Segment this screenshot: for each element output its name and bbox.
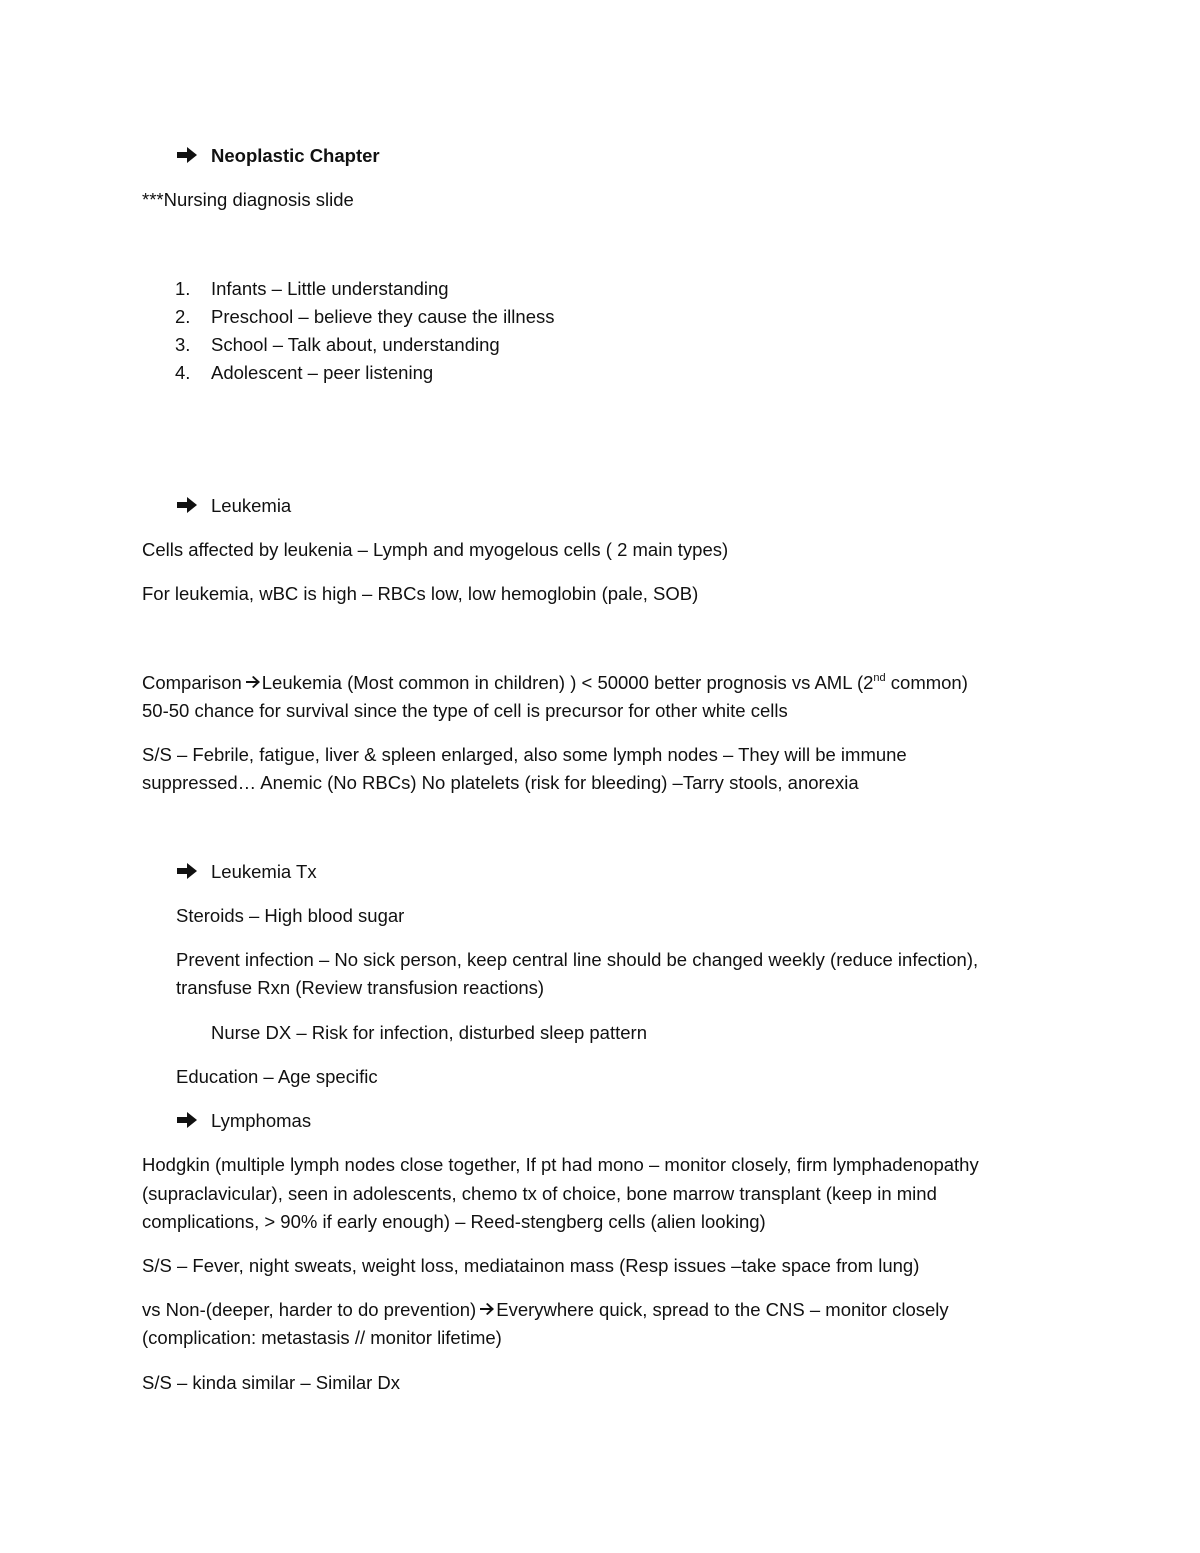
hodgkin-line-3: complications, > 90% if early enough) – Reed-stengberg cells (alien looking) (142, 1211, 766, 1232)
steroids-text: Steroids – High blood sugar (176, 905, 405, 926)
comparison-text-end: common) (890, 672, 968, 693)
non-hodgkin-text-end: Everywhere quick, spread to the CNS – monitor closely (496, 1299, 949, 1320)
list-item: Infants – Little understanding (211, 278, 449, 299)
leukemia-wbc-text: For leukemia, wBC is high – RBCs low, low hemoglobin (pale, SOB) (142, 583, 699, 604)
list-item-number: 1. (175, 278, 191, 299)
lymphoma-ss2-text: S/S – kinda similar – Similar Dx (142, 1372, 401, 1393)
prevent-infection-line-2: transfuse Rxn (Review transfusion reactions) (176, 977, 545, 998)
list-item-number: 2. (175, 306, 191, 327)
non-hodgkin-line-1 (142, 1296, 949, 1325)
lymphomas-heading: Lymphomas (211, 1110, 312, 1131)
list-item: School – Talk about, understanding (211, 334, 500, 355)
nurse-dx-text: Nurse DX – Risk for infection, disturbed sleep pattern (211, 1022, 647, 1043)
non-hodgkin-line-2: (complication: metastasis // monitor lifetime) (142, 1327, 502, 1348)
chapter-heading: Neoplastic Chapter (211, 145, 380, 166)
right-arrow-bullet-icon (176, 863, 198, 879)
comparison-label: Comparison (142, 672, 242, 693)
right-arrow-bullet-icon (176, 1112, 198, 1128)
list-item-number: 3. (175, 334, 191, 355)
leukemia-tx-heading: Leukemia Tx (211, 861, 317, 882)
list-item-number: 4. (175, 362, 191, 383)
leukemia-ss-line-2: suppressed… Anemic (No RBCs) No platelets (risk for bleeding) –Tarry stools, anorexia (142, 772, 859, 793)
right-arrow-bullet-icon (176, 147, 198, 163)
education-text: Education – Age specific (176, 1066, 378, 1087)
hodgkin-line-2: (supraclavicular), seen in adolescents, chemo tx of choice, bone marrow transplant (keep in mind (142, 1183, 937, 1204)
leukemia-ss-line-1: S/S – Febrile, fatigue, liver & spleen enlarged, also some lymph nodes – They will be immune (142, 744, 907, 765)
right-arrow-bullet-icon (176, 497, 198, 513)
comparison-line-2: 50-50 chance for survival since the type of cell is precursor for other white cells (142, 700, 788, 721)
right-arrow-icon (480, 1295, 494, 1323)
leukemia-heading: Leukemia (211, 495, 292, 516)
superscript-nd: nd (873, 672, 886, 684)
comparison-text: Leukemia (Most common in children) ) < 50000 better prognosis vs AML (2 (261, 672, 874, 693)
non-hodgkin-text: vs Non-(deeper, harder to do prevention) (142, 1299, 477, 1320)
prevent-infection-line-1: Prevent infection – No sick person, keep central line should be changed weekly (reduce infection), (176, 949, 979, 970)
leukemia-cells-text: Cells affected by leukenia – Lymph and myogelous cells ( 2 main types) (142, 539, 729, 560)
list-item: Adolescent – peer listening (211, 362, 434, 383)
comparison-line (142, 669, 968, 698)
lymphoma-ss-text: S/S – Fever, night sweats, weight loss, mediatainon mass (Resp issues –take space from lung) (142, 1255, 920, 1276)
slide-note: ***Nursing diagnosis slide (142, 189, 354, 210)
right-arrow-icon (246, 668, 260, 696)
hodgkin-line-1: Hodgkin (multiple lymph nodes close together, If pt had mono – monitor closely, firm lymphadenopathy (142, 1154, 979, 1175)
list-item: Preschool – believe they cause the illness (211, 306, 555, 327)
